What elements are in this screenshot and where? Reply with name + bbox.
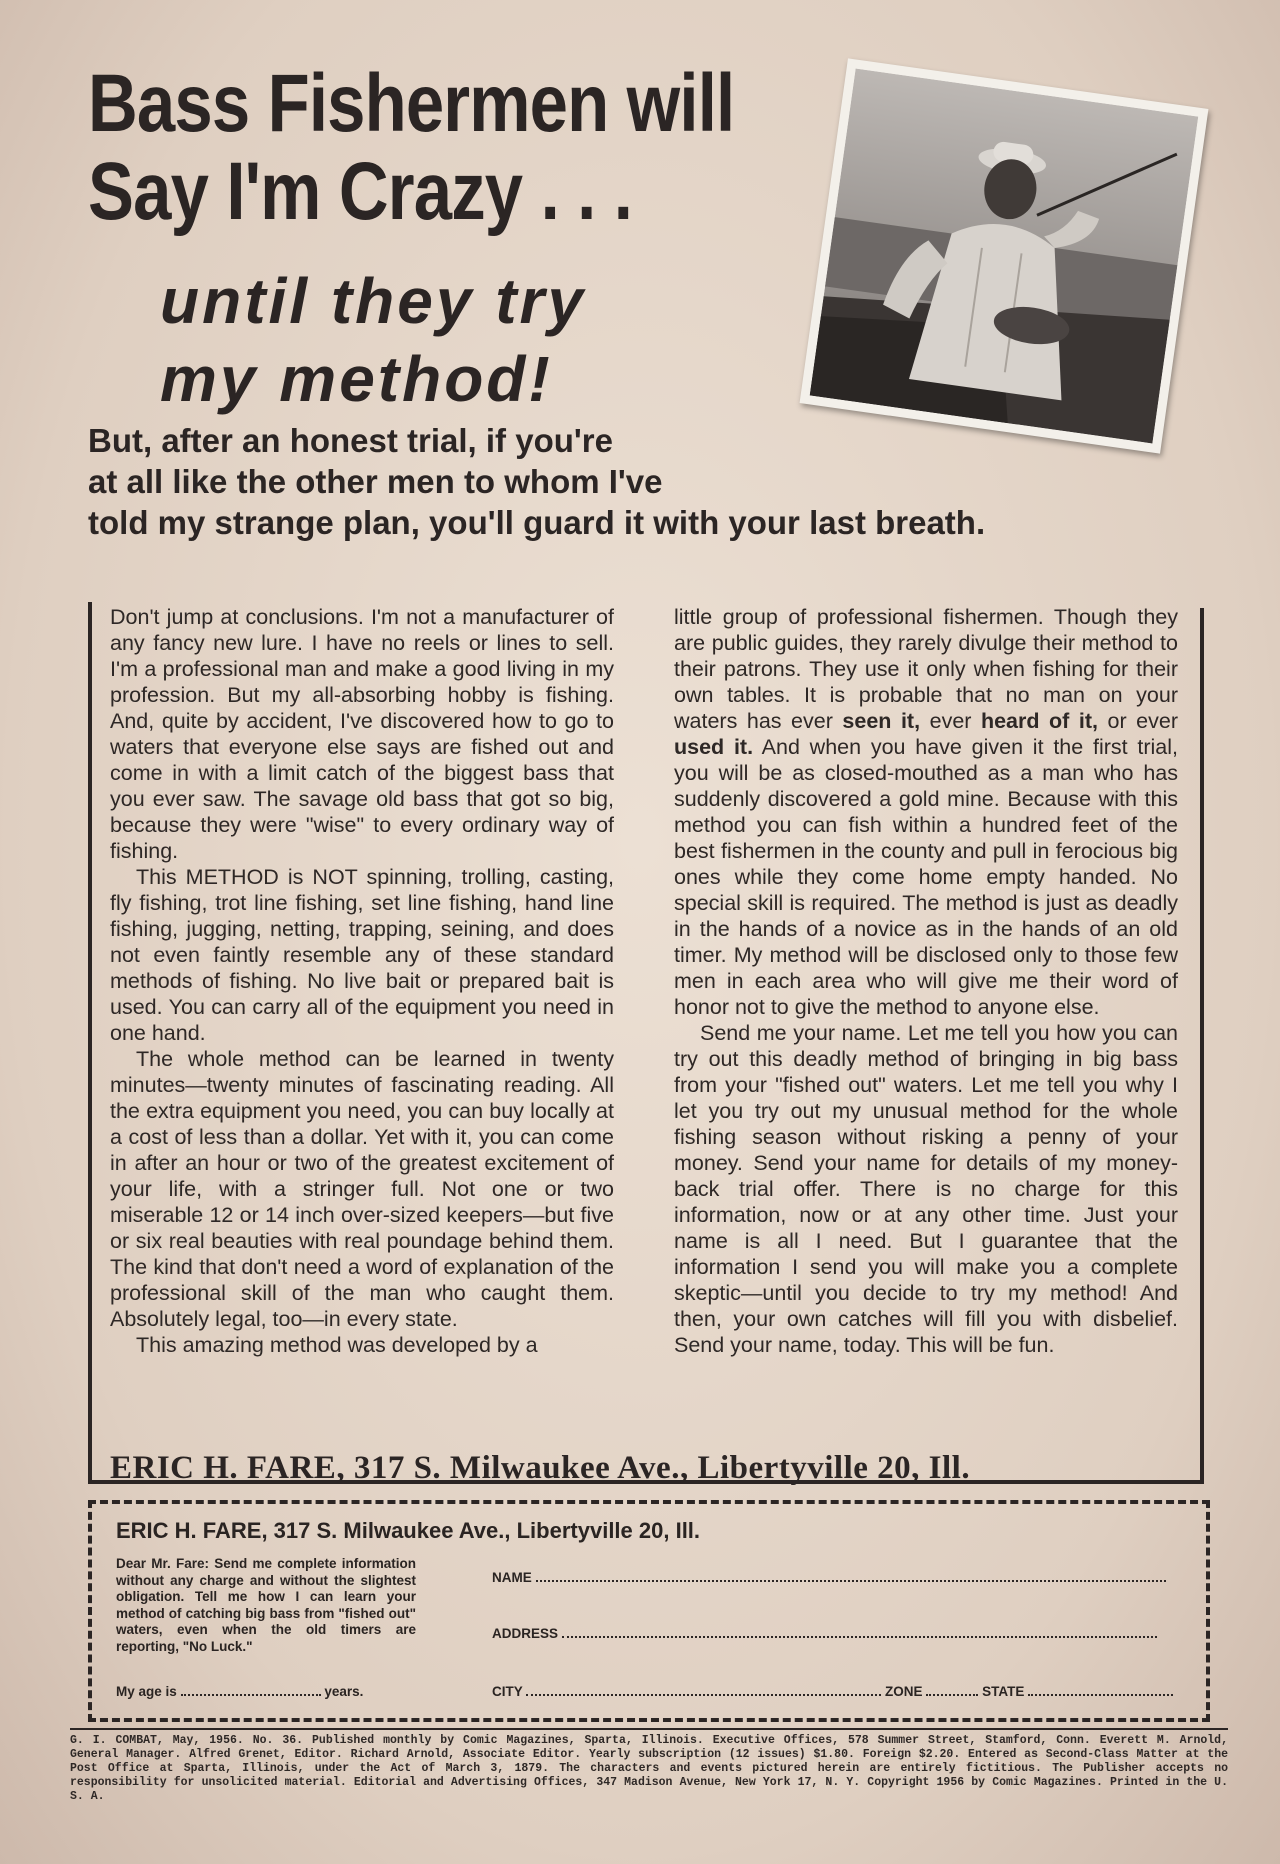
paragraph: This METHOD is NOT spinning, trolling, casting, fly fishing, trot line fishing, set line fishing, hand line fishing, jugging, netting, trapping, seining, and does not even faintly resemble any of these standard methods of fishing. No live bait or prepared bait is used. You can carry all of the equipment you need in one hand. (110, 865, 614, 1045)
headline-line-4: my method! (160, 343, 553, 415)
mail-coupon (88, 1500, 1210, 1722)
address-field[interactable] (492, 1626, 1157, 1641)
paragraph: The whole method can be learned in twenty minutes—twenty minutes of fascinating reading. All the extra equipment you need, you can buy locally at a cost of less than a dollar. Yet with it, you can come in after an hour or two of the greatest excitement of your life, with a stringer full. Not one or two miserable 12 or 14 inch over-sized keepers—but five or six real beauties with real poundage behind them. The kind that don't need a word of explanation of the professional skill of the man who caught them. Absolutely legal, too—in every state. (110, 1047, 614, 1331)
address-line[interactable] (562, 1636, 1157, 1638)
text-run: ever (920, 709, 981, 733)
paragraph: Don't jump at conclusions. I'm not a manufacturer of any fancy new lure. I have no reels or lines to sell. I'm a professional man and make a good living in my profession. But my all-absorbing hobby is fishing. And, quite by accident, I've discovered how to go to waters that everyone else says are fished out and come in with a limit catch of the biggest bass that you ever saw. The savage old bass that got so big, because they were "wise" to every ordinary way of fishing. (110, 605, 614, 863)
headline-line-3: until they try (160, 265, 587, 337)
paragraph (674, 604, 1178, 1020)
state-line[interactable] (1028, 1694, 1173, 1696)
subheadline-line-1: But, after an honest trial, if you're (88, 422, 613, 459)
footer-divider (70, 1728, 1228, 1730)
border-left (88, 602, 92, 1482)
fisherman-photo-icon (810, 69, 1199, 444)
city-line[interactable] (526, 1694, 881, 1696)
text-run: And when you have given it the first trial, you will be as closed-mouthed as a man who has suddenly discovered a gold mine. Because with this method you can fish within a hundred feet of the best fishermen in the county and pull in ferocious big ones while they come home empty handed. No special skill is required. The method is just as deadly in the hands of a novice as in the hands of an old timer. My method will be disclosed only to those few men in each area who will give me their word of honor not to give the method to anyone else. (674, 735, 1178, 1019)
zone-line[interactable] (926, 1694, 978, 1696)
fisherman-photo (800, 58, 1209, 453)
border-right (1200, 608, 1204, 1482)
advertiser-address: ERIC H. FARE, 317 S. Milwaukee Ave., Libertyville 20, Ill. (110, 1450, 971, 1486)
age-label: My age is (116, 1684, 177, 1699)
name-line[interactable] (536, 1580, 1166, 1582)
emphasis-seen: seen it, (842, 709, 921, 733)
coupon-address: ERIC H. FARE, 317 S. Milwaukee Ave., Libertyville 20, Ill. (116, 1518, 701, 1543)
zone-label: ZONE (885, 1684, 923, 1699)
headline-line-2: Say I'm Crazy . . . (88, 146, 633, 237)
text-run: or ever (1097, 709, 1178, 733)
city-zone-state-field[interactable] (492, 1684, 1173, 1699)
body-column-2 (674, 604, 1178, 1358)
paragraph: This amazing method was developed by a (136, 1333, 538, 1357)
body-column-1 (110, 604, 614, 1358)
city-label: CITY (492, 1684, 523, 1699)
paragraph: Send me your name. Let me tell you how you can try out this deadly method of bringing in big bass from your "fished out" waters. Let me tell you why I let you try out my unusual method for the whole fishing season without risking a penny of your money. Send your name for details of my money-back trial offer. There is no charge for this information, now or at any other time. Just your name is all I need. But I guarantee that the information I send you will make you a complete skeptic—until you decide to try my method! And then, your own catches will fill you with disbelief. Send your name, today. This will be fun. (674, 1021, 1178, 1357)
headline-italic (160, 262, 586, 418)
emphasis-heard: heard of it, (980, 709, 1098, 733)
text-run: little group of professional fishermen. Though they are public guides, they rarely divulge their method to their patrons. They use it only when fishing for their own tables. It is probable that no man on your waters has ever (674, 605, 1178, 733)
headline (88, 60, 857, 236)
age-line[interactable] (181, 1694, 321, 1696)
publication-notice: G. I. COMBAT, May, 1956. No. 36. Published monthly by Comic Magazines, Sparta, Illinois. Executive Offices, 578 Summer Street, Stamford, Conn. Everett M. Arnold, General Manager. Alfred Grenet, Editor. Richard Arnold, Associate Editor. Yearly subscription (12 issues) $1.80. Foreign $2.20. Entered as Second-Class Matter at the Post Office at Sparta, Illinois, under the Act of March 3, 1879. The characters and events pictured herein are entirely fictitious. The Publisher accepts no responsibility for unsolicited material. Editorial and Advertising Offices, 347 Madison Avenue, New York 17, N. Y. Copyright 1956 by Comic Magazines. Printed in the U. S. A. (70, 1734, 1228, 1803)
age-field[interactable] (116, 1684, 363, 1699)
subheadline-line-2: at all like the other men to whom I've (88, 463, 663, 500)
name-label: NAME (492, 1570, 532, 1585)
subheadline-line-3: told my strange plan, you'll guard it with your last breath. (88, 504, 986, 541)
state-label: STATE (982, 1684, 1025, 1699)
coupon-text: Dear Mr. Fare: Send me complete information without any charge and without the slightest obligation. Tell me how I can learn your method of catching big bass from "fished out" waters, even when the old timers are reporting, "No Luck." (116, 1556, 416, 1654)
years-label: years. (324, 1684, 364, 1699)
headline-line-1: Bass Fishermen will (88, 58, 735, 149)
name-field[interactable] (492, 1570, 1166, 1585)
address-label: ADDRESS (492, 1626, 559, 1641)
subheadline (88, 420, 985, 543)
emphasis-used: used it. (674, 735, 754, 759)
